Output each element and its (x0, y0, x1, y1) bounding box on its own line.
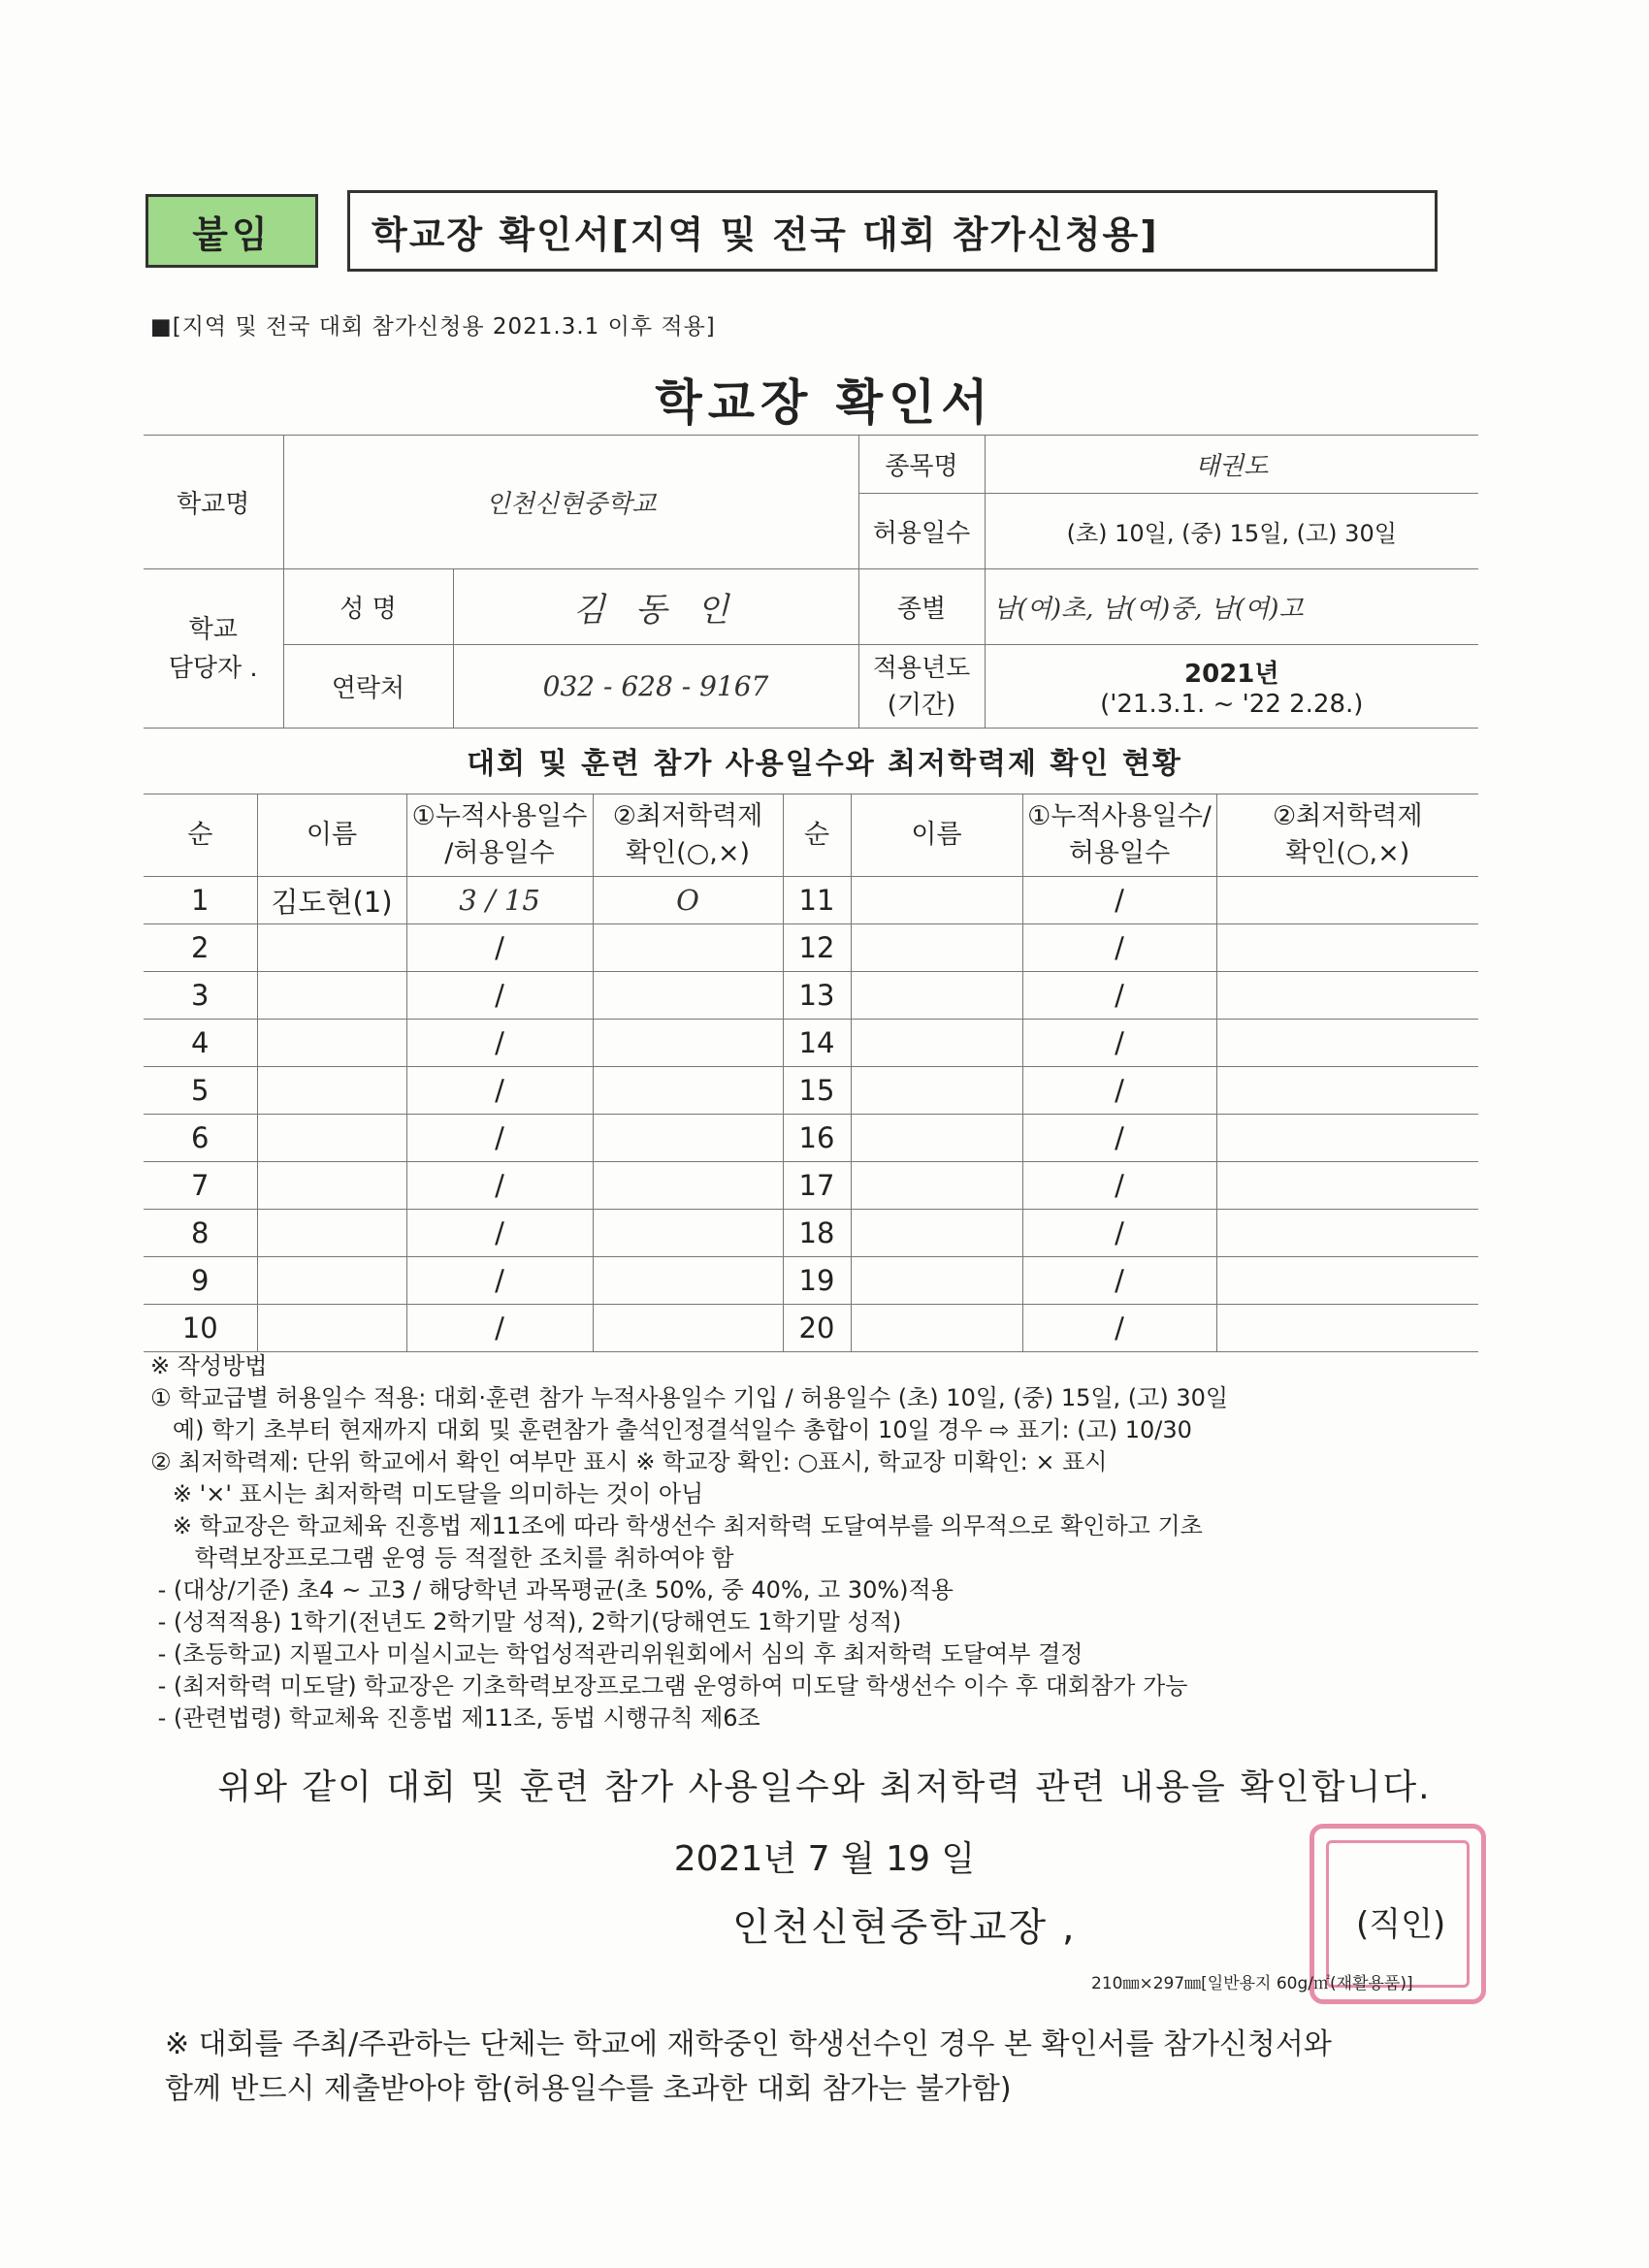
row-days-right: / (1022, 972, 1216, 1020)
allowed-days-label: 허용일수 (858, 494, 985, 569)
row-name (257, 1115, 406, 1162)
instruction-line: ※ 학교장은 학교체육 진흥법 제11조에 따라 학생선수 최저학력 도달여부를 의무적으로 확인하고 기초 (150, 1512, 1203, 1539)
sport-label: 종목명 (858, 436, 985, 494)
row-no-right: 11 (783, 877, 851, 924)
row-no: 3 (144, 972, 257, 1020)
row-name (257, 924, 406, 972)
year-cell (985, 645, 1478, 729)
row-days: / (406, 1020, 593, 1067)
principal-title: 인천신현중학교장 , (732, 1905, 1077, 1950)
row-confirm-right (1216, 924, 1478, 972)
name-label: 성 명 (283, 569, 453, 645)
row-no: 2 (144, 924, 257, 972)
col-header-name-right: 이름 (851, 794, 1022, 877)
status-table (144, 794, 1478, 1352)
page-title: 학교장 확인서 (655, 374, 994, 431)
footer-line: 함께 반드시 제출받아야 함(허용일수를 초과한 대회 참가는 불가함) (165, 2072, 1012, 2106)
row-no-right: 16 (783, 1115, 851, 1162)
instruction-line: ② 최저학력제: 단위 학교에서 확인 여부만 표시 ※ 학교장 확인: ○표시, 학교장 미확인: × 표시 (150, 1448, 1108, 1475)
row-name-right (851, 1067, 1022, 1115)
confirmation-statement: 위와 같이 대회 및 훈련 참가 사용일수와 최저학력 관련 내용을 확인합니다. (217, 1767, 1432, 1807)
col-header-no-right: 순 (783, 794, 851, 877)
status-rows (144, 877, 1478, 1352)
row-days-right: / (1022, 1115, 1216, 1162)
contact-value: 032 - 628 - 9167 (453, 645, 858, 729)
row-no: 5 (144, 1067, 257, 1115)
row-no-right: 20 (783, 1305, 851, 1352)
instruction-line: - (성적적용) 1학기(전년도 2학기말 성적), 2학기(당해연도 1학기말 성적) (150, 1608, 902, 1636)
col-header-confirm: ②최저학력제 확인(○,×) (593, 794, 783, 877)
row-days-right: / (1022, 1162, 1216, 1210)
row-no: 4 (144, 1020, 257, 1067)
row-name (257, 1305, 406, 1352)
row-days-right: / (1022, 877, 1216, 924)
year-period: ('21.3.1. ~ '22 2.28.) (1100, 690, 1364, 719)
instruction-line: 학력보장프로그램 운영 등 적절한 조치를 취하여야 함 (150, 1544, 734, 1571)
row-name (257, 1210, 406, 1257)
row-no: 7 (144, 1162, 257, 1210)
row-no: 1 (144, 877, 257, 924)
footer-line: ※ 대회를 주최/주관하는 단체는 학교에 재학중인 학생선수인 경우 본 확인서를 참가신청서와 (165, 2027, 1332, 2061)
year-label: 적용년도 (기간) (858, 645, 985, 729)
row-days: / (406, 972, 593, 1020)
row-no-right: 18 (783, 1210, 851, 1257)
row-name-right (851, 1305, 1022, 1352)
row-days: / (406, 1305, 593, 1352)
col-header-days: ①누적사용일수 /허용일수 (406, 794, 593, 877)
row-days-right: / (1022, 1210, 1216, 1257)
row-name-right (851, 1162, 1022, 1210)
row-days: 3 / 15 (406, 877, 593, 924)
status-title: 대회 및 훈련 참가 사용일수와 최저학력제 확인 현황 (467, 747, 1182, 781)
row-name-right (851, 972, 1022, 1020)
manager-name: 김 동 인 (453, 569, 858, 645)
table-row (144, 1305, 1478, 1352)
col-header-confirm-right: ②최저학력제 확인(○,×) (1216, 794, 1478, 877)
row-no-right: 15 (783, 1067, 851, 1115)
row-days-right: / (1022, 1020, 1216, 1067)
table-row (144, 877, 1478, 924)
row-days: / (406, 924, 593, 972)
footer-note (165, 2023, 1332, 2112)
row-days-right: / (1022, 1305, 1216, 1352)
row-days-right: / (1022, 924, 1216, 972)
row-days: / (406, 1257, 593, 1305)
row-name (257, 1020, 406, 1067)
row-confirm-right (1216, 1305, 1478, 1352)
instruction-line: ※ 작성방법 (150, 1352, 268, 1379)
instruction-line: - (최저학력 미도달) 학교장은 기초학력보장프로그램 운영하여 미도달 학생선수 이수 후 대회참가 가능 (150, 1672, 1188, 1700)
row-no: 8 (144, 1210, 257, 1257)
row-confirm-right (1216, 1162, 1478, 1210)
row-confirm-right (1216, 1257, 1478, 1305)
sport-name: 태권도 (985, 436, 1478, 494)
document-heading: 학교장 확인서[지역 및 전국 대회 참가신청용] (347, 190, 1438, 272)
info-table (144, 435, 1478, 729)
row-no-right: 14 (783, 1020, 851, 1067)
row-name (257, 1162, 406, 1210)
instructions (150, 1350, 1499, 1734)
row-days: / (406, 1162, 593, 1210)
row-no-right: 19 (783, 1257, 851, 1305)
table-row (144, 1067, 1478, 1115)
row-days: / (406, 1210, 593, 1257)
attachment-tag: 붙임 (146, 194, 318, 268)
instruction-line: - (관련법령) 학교체육 진흥법 제11조, 동법 시행규칙 제6조 (150, 1704, 760, 1732)
row-confirm-right (1216, 1020, 1478, 1067)
row-confirm (593, 972, 783, 1020)
col-header-days-right: ①누적사용일수/ 허용일수 (1022, 794, 1216, 877)
row-days: / (406, 1067, 593, 1115)
row-confirm (593, 1020, 783, 1067)
contact-label: 연락처 (283, 645, 453, 729)
row-confirm (593, 1067, 783, 1115)
row-name-right (851, 1020, 1022, 1067)
instruction-line: ① 학교급별 허용일수 적용: 대회·훈련 참가 누적사용일수 기입 / 허용일수 (초) 10일, (중) 15일, (고) 30일 (150, 1384, 1229, 1411)
row-days-right: / (1022, 1067, 1216, 1115)
table-row (144, 1210, 1478, 1257)
row-no-right: 13 (783, 972, 851, 1020)
table-row (144, 1020, 1478, 1067)
seal-label: (직인) (1356, 1905, 1446, 1944)
applicability-note: ■[지역 및 전국 대회 참가신청용 2021.3.1 이후 적용] (150, 314, 716, 340)
table-row (144, 1257, 1478, 1305)
row-confirm-right (1216, 877, 1478, 924)
row-confirm: O (593, 877, 783, 924)
row-name (257, 1257, 406, 1305)
row-name (257, 972, 406, 1020)
row-confirm (593, 924, 783, 972)
col-header-no: 순 (144, 794, 257, 877)
row-confirm-right (1216, 972, 1478, 1020)
row-no-right: 12 (783, 924, 851, 972)
paper-spec: 210㎜×297㎜[일반용지 60g/㎡(재활용품)] (1091, 1974, 1413, 1993)
row-confirm (593, 1210, 783, 1257)
year-value: 2021년 (1184, 660, 1279, 689)
row-name-right (851, 877, 1022, 924)
manager-label: 학교 담당자 . (144, 569, 283, 729)
col-header-name: 이름 (257, 794, 406, 877)
allowed-days-value: (초) 10일, (중) 15일, (고) 30일 (985, 494, 1478, 569)
gender-value: 남(여)초, 남(여)중, 남(여)고 (985, 569, 1478, 645)
row-name-right (851, 924, 1022, 972)
row-days: / (406, 1115, 593, 1162)
row-no: 10 (144, 1305, 257, 1352)
row-confirm (593, 1305, 783, 1352)
row-days-right: / (1022, 1257, 1216, 1305)
instruction-line: - (대상/기준) 초4 ~ 고3 / 해당학년 과목평균(초 50%, 중 40%, 고 30%)적용 (150, 1576, 954, 1604)
row-confirm-right (1216, 1115, 1478, 1162)
school-name: 인천신현중학교 (283, 436, 858, 569)
instruction-line: 예) 학기 초부터 현재까지 대회 및 훈련참가 출석인정결석일수 총합이 10일 경우 ⇨ 표기: (고) 10/30 (150, 1416, 1192, 1443)
row-confirm-right (1216, 1210, 1478, 1257)
row-no: 6 (144, 1115, 257, 1162)
table-row (144, 972, 1478, 1020)
row-no-right: 17 (783, 1162, 851, 1210)
school-label: 학교명 (144, 436, 283, 569)
row-name-right (851, 1210, 1022, 1257)
table-row (144, 1162, 1478, 1210)
table-row (144, 924, 1478, 972)
row-confirm-right (1216, 1067, 1478, 1115)
table-row (144, 1115, 1478, 1162)
instruction-line: - (초등학교) 지필고사 미실시교는 학업성적관리위원회에서 심의 후 최저학력 도달여부 결정 (150, 1640, 1083, 1668)
row-no: 9 (144, 1257, 257, 1305)
instruction-line: ※ '×' 표시는 최저학력 미도달을 의미하는 것이 아님 (150, 1480, 704, 1507)
row-name (257, 1067, 406, 1115)
row-name-right (851, 1257, 1022, 1305)
row-confirm (593, 1162, 783, 1210)
gender-label: 종별 (858, 569, 985, 645)
row-confirm (593, 1115, 783, 1162)
row-name: 김도현(1) (257, 877, 406, 924)
signature-date: 2021년 7 월 19 일 (673, 1839, 976, 1879)
row-name-right (851, 1115, 1022, 1162)
row-confirm (593, 1257, 783, 1305)
